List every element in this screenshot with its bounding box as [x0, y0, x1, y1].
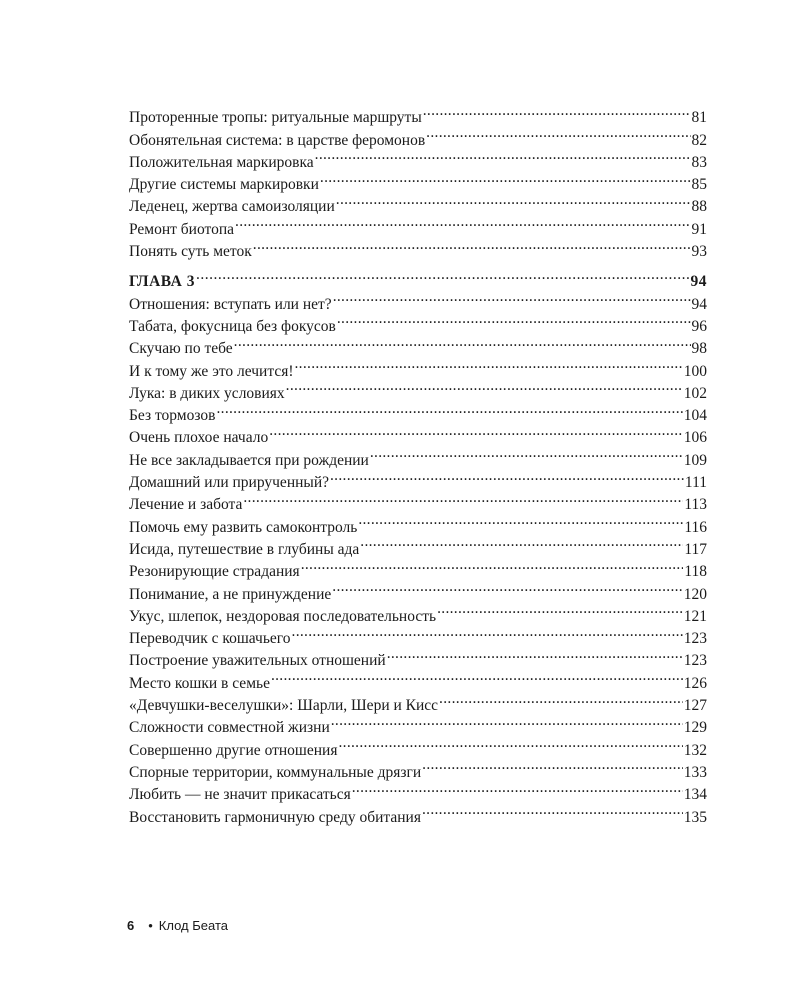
toc-entry-page: 132 — [683, 741, 707, 759]
toc-section-b — [129, 286, 707, 826]
toc-entry-page: 83 — [691, 153, 707, 171]
dot-leader — [338, 732, 682, 754]
toc-entry-title: Леденец, жертва самоизоляции — [129, 198, 335, 216]
chapter-page: 94 — [690, 273, 707, 291]
toc-entry-title: Без тормозов — [129, 407, 216, 425]
dot-leader — [269, 420, 683, 442]
toc-entry-title: Ремонт биотопа — [129, 220, 235, 238]
toc-entry-page: 129 — [683, 719, 707, 737]
toc-entry-page: 123 — [683, 630, 707, 648]
dot-leader — [422, 755, 683, 777]
toc-entry-page: 117 — [684, 540, 707, 558]
dot-leader — [358, 509, 683, 531]
author-name: Клод Беата — [158, 918, 228, 933]
toc-entry-title: «Девчушки-веселушки»: Шарли, Шери и Кисс — [129, 697, 439, 715]
table-of-contents — [129, 100, 707, 826]
toc-entry-page: 135 — [683, 808, 707, 826]
dot-leader — [337, 309, 691, 331]
toc-entry-title: Восстановить гармоничную среду обитания — [129, 808, 421, 826]
toc-entry-page: 134 — [683, 786, 707, 804]
toc-entry-title: Отношения: вступать или нет? — [129, 295, 332, 313]
toc-entry-page: 120 — [683, 585, 707, 603]
dot-leader — [286, 376, 683, 398]
toc-entry-title: И к тому же это лечится! — [129, 362, 294, 380]
dot-leader — [439, 688, 683, 710]
toc-entry-title: Построение уважительных отношений — [129, 652, 386, 670]
dot-leader — [437, 599, 683, 621]
toc-entry-page: 94 — [691, 295, 707, 313]
toc-entry-page: 109 — [683, 451, 707, 469]
toc-entry-page: 133 — [683, 763, 707, 781]
toc-entry-title: Табата, фокусница без фокусов — [129, 317, 336, 335]
toc-entry-title: Домашний или прирученный? — [129, 474, 329, 492]
dot-leader — [253, 234, 691, 256]
dot-leader — [315, 145, 691, 167]
toc-entry-page: 121 — [683, 607, 707, 625]
bullet-icon: • — [148, 918, 153, 933]
toc-entry-page: 123 — [683, 652, 707, 670]
toc-entry-title: Очень плохое начало — [129, 429, 269, 447]
toc-entry-title: Скучаю по тебе — [129, 340, 233, 358]
toc-entry-title: Резонирующие страдания — [129, 563, 300, 581]
dot-leader — [422, 799, 683, 821]
dot-leader — [333, 286, 691, 308]
toc-entry-page: 81 — [691, 109, 707, 127]
dot-leader — [360, 532, 683, 554]
toc-entry-title: Спорные территории, коммунальные дрязги — [129, 763, 422, 781]
toc-entry-page: 116 — [684, 518, 707, 536]
toc-entry-page: 113 — [684, 496, 707, 514]
toc-entry-page: 106 — [683, 429, 707, 447]
dot-leader — [295, 353, 683, 375]
toc-entry-page: 91 — [691, 220, 707, 238]
dot-leader — [332, 576, 682, 598]
toc-entry-page: 104 — [683, 407, 707, 425]
toc-entry-page: 126 — [683, 674, 707, 692]
toc-entry-page: 102 — [683, 384, 707, 402]
dot-leader — [320, 167, 691, 189]
toc-entry-page: 127 — [683, 697, 707, 715]
toc-entry-title: Сложности совместной жизни — [129, 719, 330, 737]
toc-entry-title: Другие системы маркировки — [129, 176, 319, 194]
dot-leader — [387, 643, 683, 665]
dot-leader — [234, 331, 691, 353]
toc-entry-title: Укус, шлепок, нездоровая последовательность — [129, 607, 437, 625]
dot-leader — [243, 487, 683, 509]
toc-entry — [129, 420, 707, 447]
dot-leader — [426, 122, 690, 144]
toc-entry-page: 118 — [684, 563, 707, 581]
toc-entry-title: Проторенные тропы: ритуальные маршруты — [129, 109, 422, 127]
toc-entry-title: Не все закладывается при рождении — [129, 451, 369, 469]
toc-entry-title: Помочь ему развить самоконтроль — [129, 518, 358, 536]
toc-entry-title: Обонятельная система: в царстве феромонов — [129, 131, 426, 149]
toc-entry-page: 100 — [683, 362, 707, 380]
toc-entry-title: Лечение и забота — [129, 496, 243, 514]
toc-entry-title: Понять суть меток — [129, 243, 252, 261]
dot-leader — [235, 211, 690, 233]
toc-entry-title: Любить — не значит прикасаться — [129, 786, 351, 804]
dot-leader — [352, 777, 683, 799]
dot-leader — [196, 264, 690, 286]
toc-entry-title: Положительная маркировка — [129, 153, 314, 171]
dot-leader — [301, 554, 684, 576]
toc-entry-title: Место кошки в семье — [129, 674, 270, 692]
toc-entry — [129, 100, 707, 127]
toc-entry-page: 82 — [691, 131, 707, 149]
dot-leader — [330, 465, 684, 487]
chapter-title: ГЛАВА 3 — [129, 273, 195, 291]
toc-entry-title: Переводчик с кошачьего — [129, 630, 291, 648]
toc-entry-page: 98 — [691, 340, 707, 358]
toc-entry-page: 88 — [691, 198, 707, 216]
toc-entry — [129, 286, 707, 313]
dot-leader — [271, 665, 683, 687]
toc-chapter-heading — [129, 264, 707, 291]
dot-leader — [292, 621, 683, 643]
dot-leader — [336, 189, 691, 211]
toc-entry-page: 85 — [691, 176, 707, 194]
dot-leader — [423, 100, 691, 122]
toc-entry-page: 96 — [691, 317, 707, 335]
toc-entry-page: 111 — [684, 474, 707, 492]
toc-entry-title: Исида, путешествие в глубины ада — [129, 540, 360, 558]
toc-entry-page: 93 — [691, 243, 707, 261]
page-footer — [127, 918, 228, 933]
dot-leader — [370, 442, 683, 464]
toc-entry-title: Лука: в диких условиях — [129, 384, 285, 402]
dot-leader — [216, 398, 682, 420]
toc-entry — [129, 398, 707, 425]
page-number: 6 — [127, 918, 135, 933]
toc-entry-title: Совершенно другие отношения — [129, 741, 338, 759]
toc-entry-title: Понимание, а не принуждение — [129, 585, 332, 603]
dot-leader — [331, 710, 683, 732]
toc-section-a — [129, 100, 707, 261]
